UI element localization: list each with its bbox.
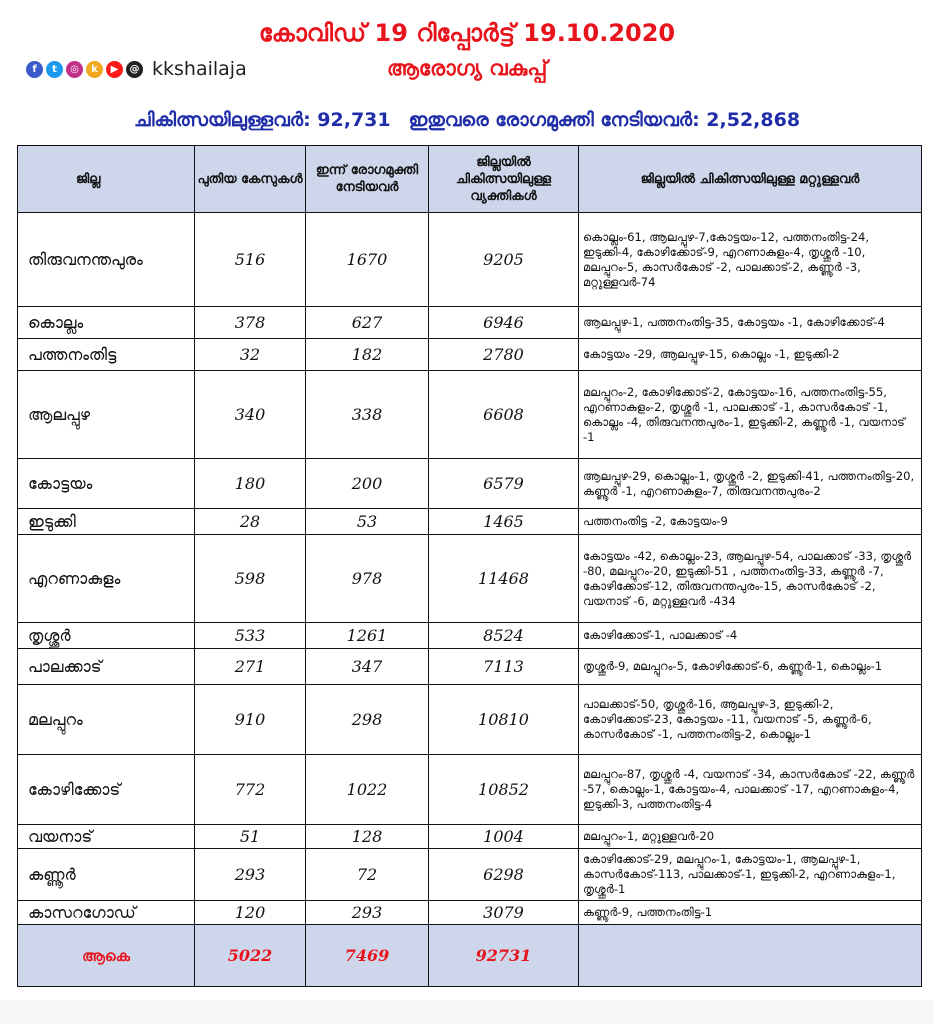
district-name: പാലക്കാട് [18, 649, 195, 685]
active-count: 6946 [429, 307, 579, 339]
recovered-count: 338 [306, 371, 429, 459]
table-row [18, 685, 922, 755]
district-name: പത്തനംതിട്ട [18, 339, 195, 371]
table-row [18, 307, 922, 339]
others-list: കോഴിക്കോട്-1, പാലക്കാട് -4 [579, 623, 922, 649]
header-district: ജില്ല [18, 146, 195, 213]
district-name: ഇടുക്കി [18, 509, 195, 535]
active-count: 10852 [429, 755, 579, 825]
total-label: ആകെ [18, 925, 195, 987]
header-others: ജില്ലയിൽ ചികിത്സയിലുള്ള മറ്റുള്ളവർ [579, 146, 922, 213]
recovered-count: 298 [306, 685, 429, 755]
threads-icon[interactable]: @ [126, 61, 143, 78]
instagram-icon[interactable]: ◎ [66, 61, 83, 78]
district-name: വയനാട് [18, 825, 195, 849]
header-new-cases: പുതിയ കേസുകൾ [195, 146, 306, 213]
koo-icon[interactable]: k [86, 61, 103, 78]
new-cases: 378 [195, 307, 306, 339]
summary-line [0, 106, 934, 134]
new-cases: 271 [195, 649, 306, 685]
district-table [17, 145, 922, 987]
recovered-count: 200 [306, 459, 429, 509]
department-subtitle: ആരോഗ്യ വകുപ്പ് [386, 56, 548, 80]
others-list: കോഴിക്കോട്-29, മലപ്പുറം-1, കോട്ടയം-1, ആലപ്പുഴ-1, കാസർകോട്-113, പാലക്കാട്-1, ഇടുക്കി-2, എറണാകുളം-1, തൃശ്ശൂർ-1 [579, 849, 922, 901]
recovered-summary: ഇതുവരെ രോഗമുക്തി നേടിയവർ: 2,52,868 [408, 109, 801, 131]
table-row [18, 825, 922, 849]
active-count: 2780 [429, 339, 579, 371]
new-cases: 120 [195, 901, 306, 925]
header-recovered: ഇന്ന് രോഗമുക്തി നേടിയവർ [306, 146, 429, 213]
recovered-count: 72 [306, 849, 429, 901]
recovered-count: 1022 [306, 755, 429, 825]
others-list: മലപ്പുറം-2, കോഴിക്കോട്-2, കോട്ടയം-16, പത്തനംതിട്ട-55, എറണാകുളം-2, തൃശ്ശൂർ -1, പാലക്കാട് -1, കാസർകോട് -1, കൊല്ലം -4, തിരുവനന്തപുരം-1, ഇടുക്കി-2, കണ്ണൂർ -1, വയനാട് -1 [579, 371, 922, 459]
others-list: തൃശ്ശൂർ-9, മലപ്പുറം-5, കോഴിക്കോട്-6, കണ്ണൂർ-1, കൊല്ലം-1 [579, 649, 922, 685]
active-cases-summary: ചികിത്സയിലുള്ളവർ: 92,731 [133, 109, 391, 131]
twitter-icon[interactable]: t [46, 61, 63, 78]
recovered-count: 627 [306, 307, 429, 339]
total-others-empty [579, 925, 922, 987]
active-count: 6579 [429, 459, 579, 509]
recovered-count: 293 [306, 901, 429, 925]
table-row [18, 509, 922, 535]
facebook-icon[interactable]: f [26, 61, 43, 78]
active-count: 11468 [429, 535, 579, 623]
others-list: പാലക്കാട്-50, തൃശ്ശൂർ-16, ആലപ്പുഴ-3, ഇടുക്കി-2, കോഴിക്കോട്-23, കോട്ടയം -11, വയനാട് -5, കണ്ണൂർ-6, കാസർകോട് -1, പത്തനംതിട്ട-2, കൊല്ലം-1 [579, 685, 922, 755]
total-row [18, 925, 922, 987]
recovered-count: 1670 [306, 213, 429, 307]
total-recovered: 7469 [306, 925, 429, 987]
social-handle[interactable]: kkshailaja [152, 58, 247, 80]
total-active: 92731 [429, 925, 579, 987]
active-count: 8524 [429, 623, 579, 649]
active-count: 6298 [429, 849, 579, 901]
table-row [18, 755, 922, 825]
bottom-strip [0, 1000, 934, 1024]
table-row [18, 649, 922, 685]
recovered-count: 978 [306, 535, 429, 623]
header-active: ജില്ലയിൽ ചികിത്സയിലുള്ള വ്യക്തികൾ [429, 146, 579, 213]
new-cases: 28 [195, 509, 306, 535]
recovered-count: 347 [306, 649, 429, 685]
others-list: ആലപ്പുഴ-29, കൊല്ലം-1, തൃശ്ശൂർ -2, ഇടുക്കി-41, പത്തനംതിട്ട-20, കണ്ണൂർ -1, എറണാകുളം-7, തിരുവനന്തപുരം-2 [579, 459, 922, 509]
table-header-row [18, 146, 922, 213]
district-name: തൃശ്ശൂർ [18, 623, 195, 649]
active-count: 1465 [429, 509, 579, 535]
table-row [18, 849, 922, 901]
district-name: തിരുവനന്തപുരം [18, 213, 195, 307]
others-list: ആലപ്പുഴ-1, പത്തനംതിട്ട-35, കോട്ടയം -1, കോഴിക്കോട്-4 [579, 307, 922, 339]
active-count: 9205 [429, 213, 579, 307]
district-name: എറണാകുളം [18, 535, 195, 623]
recovered-count: 182 [306, 339, 429, 371]
new-cases: 910 [195, 685, 306, 755]
others-list: പത്തനംതിട്ട -2, കോട്ടയം-9 [579, 509, 922, 535]
others-list: കോട്ടയം -29, ആലപ്പുഴ-15, കൊല്ലം -1, ഇടുക്കി-2 [579, 339, 922, 371]
new-cases: 516 [195, 213, 306, 307]
others-list: കണ്ണൂർ-9, പത്തനംതിട്ട-1 [579, 901, 922, 925]
others-list: മലപ്പുറം-1, മറ്റുള്ളവർ-20 [579, 825, 922, 849]
active-count: 10810 [429, 685, 579, 755]
recovered-count: 128 [306, 825, 429, 849]
active-count: 3079 [429, 901, 579, 925]
active-count: 6608 [429, 371, 579, 459]
table-row [18, 901, 922, 925]
recovered-count: 1261 [306, 623, 429, 649]
new-cases: 180 [195, 459, 306, 509]
district-name: കാസറഗോഡ് [18, 901, 195, 925]
active-count: 1004 [429, 825, 579, 849]
district-name: കോഴിക്കോട് [18, 755, 195, 825]
table-row [18, 535, 922, 623]
table-row [18, 213, 922, 307]
table-row [18, 339, 922, 371]
table-row [18, 459, 922, 509]
table-row [18, 371, 922, 459]
others-list: മലപ്പുറം-87, തൃശ്ശൂർ -4, വയനാട് -34, കാസർകോട് -22, കണ്ണൂർ -57, കൊല്ലം-1, കോട്ടയം-4, പാലക്കാട് -17, എറണാകുളം-4, ഇടുക്കി-3, പത്തനംതിട്ട-4 [579, 755, 922, 825]
recovered-count: 53 [306, 509, 429, 535]
new-cases: 32 [195, 339, 306, 371]
new-cases: 51 [195, 825, 306, 849]
active-count: 7113 [429, 649, 579, 685]
new-cases: 598 [195, 535, 306, 623]
new-cases: 340 [195, 371, 306, 459]
others-list: കോട്ടയം -42, കൊല്ലം-23, ആലപ്പുഴ-54, പാലക്കാട് -33, തൃശ്ശൂർ -80, മലപ്പുറം-20, ഇടുക്കി-51 , പത്തനംതിട്ട-33, കണ്ണൂർ -7, കോഴിക്കോട്-12, തിരുവനന്തപുരം-15, കാസർകോട് -2, വയനാട് -6, മറ്റുള്ളവർ -434 [579, 535, 922, 623]
youtube-icon[interactable]: ▶ [106, 61, 123, 78]
new-cases: 533 [195, 623, 306, 649]
others-list: കൊല്ലം-61, ആലപ്പുഴ-7,കോട്ടയം-12, പത്തനംതിട്ട-24, ഇടുക്കി-4, കോഴിക്കോട്-9, എറണാകുളം-4, തൃശ്ശൂർ -10, മലപ്പുറം-5, കാസർകോട് -2, പാലക്കാട്-2, കണ്ണൂർ -3, മറ്റുള്ളവർ-74 [579, 213, 922, 307]
district-name: ആലപ്പുഴ [18, 371, 195, 459]
table-row [18, 623, 922, 649]
district-name: കണ്ണൂർ [18, 849, 195, 901]
district-name: മലപ്പുറം [18, 685, 195, 755]
new-cases: 772 [195, 755, 306, 825]
new-cases: 293 [195, 849, 306, 901]
district-name: കോട്ടയം [18, 459, 195, 509]
district-name: കൊല്ലം [18, 307, 195, 339]
report-title: കോവിഡ് 19 റിപ്പോർട്ട് 19.10.2020 [258, 19, 676, 47]
total-new-cases: 5022 [195, 925, 306, 987]
